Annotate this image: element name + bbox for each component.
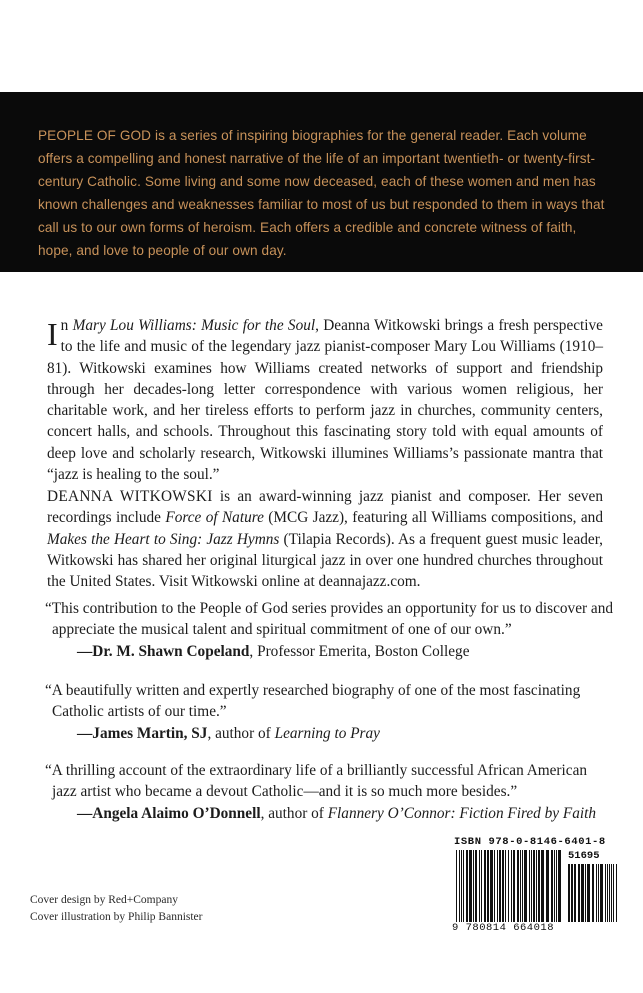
barcode-block bbox=[452, 836, 622, 936]
isbn-label: ISBN 978-0-8146-6401-8 bbox=[454, 836, 606, 848]
ean-number: 9 780814 664018 bbox=[452, 922, 555, 934]
barcode-icon bbox=[452, 850, 622, 924]
endorsement-quote: “A beautifully written and expertly researched biography of one of the most fascinating Catholic artists of our time.” bbox=[45, 682, 581, 721]
cover-credits bbox=[30, 892, 330, 926]
endorser-name: —Dr. M. Shawn Copeland bbox=[77, 642, 250, 660]
drop-cap: I bbox=[47, 316, 58, 352]
endorser-name: —Angela Alaimo O’Donnell bbox=[77, 804, 261, 822]
recording-title: Makes the Heart to Sing: Jazz Hymns bbox=[47, 530, 280, 548]
endorsement bbox=[43, 680, 613, 744]
endorsement-quote: “A thrilling account of the extraordinary life of a brilliantly successful African American jazz artist who became a devout Catholic—and it is so much more besides.” bbox=[45, 762, 588, 801]
recording-title: Force of Nature bbox=[165, 509, 264, 527]
endorser-name: —James Martin, SJ bbox=[77, 724, 208, 742]
endorsement bbox=[43, 760, 613, 824]
endorsement bbox=[43, 598, 613, 662]
endorser-work: Flannery O’Connor: Fiction Fired by Faith bbox=[327, 804, 597, 822]
author-name: DEANNA WITKOWSKI bbox=[47, 488, 213, 505]
series-description: PEOPLE OF GOD is a series of inspiring biographies for the general reader. Each volume offers a compelling and honest narrative of the life of an important twentieth- or twenty-first-century Catholic. Some living and some now deceased, each of these women and men has known challenges and weaknesses familiar to most of us but responded to them in ways that call us to our own forms of heroism. Each offers a credible and concrete witness of faith, hope, and love to people of our own day. bbox=[38, 128, 605, 258]
cover-design-credit: Cover design by Red+Company bbox=[30, 894, 178, 906]
book-description: In Mary Lou Williams: Music for the Soul, Deanna Witkowski brings a fresh perspective to the life and music of the legendary jazz pianist-composer Mary Lou Williams (1910–81). Witkowski examines how Williams created networks of support and friendship through her decades-long letter correspondence with various women religious, her charitable work, and her tireless efforts to perform jazz in churches, community centers, concert halls, and schools. Throughout this fascinating story told with equal amounts of deep love and scholarly research, Witkowski illumines Williams’s passionate mantra that “jazz is healing to the soul.” bbox=[47, 316, 603, 484]
top-white-band bbox=[0, 0, 643, 92]
cover-illustration-credit: Cover illustration by Philip Bannister bbox=[30, 911, 203, 923]
endorsement-attribution: —Dr. M. Shawn Copeland, Professor Emerita, Boston College bbox=[77, 642, 470, 660]
endorsement-attribution: —James Martin, SJ, author of Learning to Pray bbox=[77, 724, 380, 742]
book-title: Mary Lou Williams: Music for the Soul bbox=[72, 317, 316, 334]
endorser-work: Learning to Pray bbox=[274, 724, 380, 742]
author-bio: DEANNA WITKOWSKI is an award-winning jazz pianist and composer. Her seven recordings include Force of Nature (MCG Jazz), featuring all Williams compositions, and Makes the Heart to Sing: Jazz Hymns (Tilapia Records). As a frequent guest music leader, Witkowski has shared her original liturgical jazz in over one hundred churches throughout the United States. Visit Witkowski online at deannajazz.com. bbox=[47, 488, 604, 591]
price-addon-number: 51695 bbox=[568, 850, 600, 862]
endorsement-quote: “This contribution to the People of God series provides an opportunity for us to discover and appreciate the musical talent and spiritual commitment of one of our own.” bbox=[45, 600, 614, 639]
endorsement-attribution: —Angela Alaimo O’Donnell, author of Flannery O’Connor: Fiction Fired by Faith bbox=[77, 804, 597, 822]
